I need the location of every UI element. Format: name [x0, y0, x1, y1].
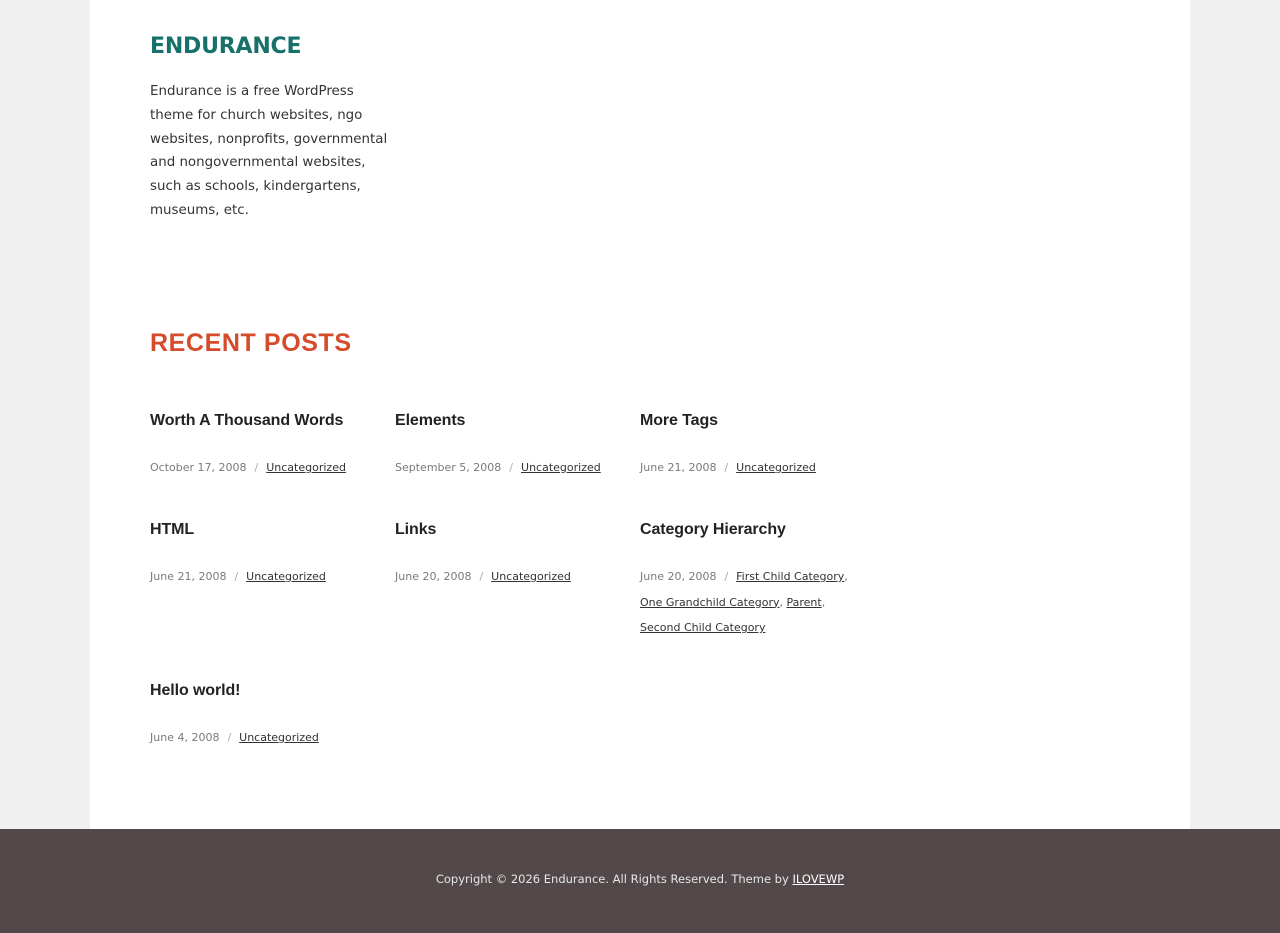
post-meta: [150, 564, 375, 590]
post-item: [395, 521, 620, 590]
category-comma: ,: [821, 595, 826, 609]
category-link[interactable]: Second Child Category: [640, 621, 766, 634]
post-title-link[interactable]: Category Hierarchy: [640, 521, 786, 538]
post-item: [640, 521, 865, 641]
meta-separator: /: [509, 461, 514, 474]
post-meta: [640, 564, 865, 641]
post-item: [395, 412, 620, 481]
category-link[interactable]: Uncategorized: [736, 461, 816, 474]
post-date: October 17, 2008: [150, 461, 247, 474]
category-link[interactable]: Uncategorized: [266, 461, 346, 474]
meta-separator: /: [724, 570, 729, 583]
category-comma: ,: [779, 595, 787, 609]
post-date: June 21, 2008: [640, 461, 717, 474]
site-footer: [0, 829, 1280, 933]
post-date: June 4, 2008: [150, 731, 220, 744]
theme-author-link[interactable]: ILOVEWP: [792, 872, 845, 886]
category-link[interactable]: Parent: [786, 595, 822, 609]
post-meta: [150, 725, 375, 751]
post-item: [150, 412, 375, 481]
post-title-link[interactable]: Links: [395, 521, 437, 538]
footer-copyright: [0, 872, 1280, 886]
post-title-link[interactable]: Hello world!: [150, 682, 241, 699]
page-container: [90, 0, 1190, 829]
post-item: [150, 682, 375, 751]
meta-separator: /: [227, 731, 232, 744]
post-meta: [395, 455, 620, 481]
post-title-link[interactable]: HTML: [150, 521, 195, 538]
site-title[interactable]: ENDURANCE: [150, 34, 302, 59]
post-item: [640, 412, 865, 481]
category-link[interactable]: Uncategorized: [521, 461, 601, 474]
site-description: Endurance is a free WordPress theme for church websites, ngo websites, nonprofits, governmental and nongovernmental websites, such as schools, kindergartens, museums, etc.: [150, 84, 388, 218]
post-title-link[interactable]: Elements: [395, 412, 466, 429]
post-date: September 5, 2008: [395, 461, 502, 474]
post-date: June 20, 2008: [640, 570, 717, 583]
category-link[interactable]: First Child Category: [736, 570, 845, 583]
meta-separator: /: [254, 461, 259, 474]
category-comma: ,: [844, 570, 848, 583]
category-link[interactable]: Uncategorized: [239, 731, 319, 744]
category-link[interactable]: Uncategorized: [246, 570, 326, 583]
meta-separator: /: [234, 570, 239, 583]
post-date: June 21, 2008: [150, 570, 227, 583]
post-title-link[interactable]: Worth A Thousand Words: [150, 412, 344, 429]
copyright-text: Copyright © 2026 Endurance. All Rights Reserved. Theme by: [435, 872, 789, 886]
meta-separator: /: [479, 570, 484, 583]
post-item: [150, 521, 375, 590]
post-title-link[interactable]: More Tags: [640, 412, 718, 429]
recent-posts-heading: RECENT POSTS: [150, 329, 352, 357]
meta-separator: /: [724, 461, 729, 474]
category-link[interactable]: Uncategorized: [491, 570, 571, 583]
post-date: June 20, 2008: [395, 570, 472, 583]
category-link[interactable]: One Grandchild Category: [640, 595, 780, 609]
post-meta: [640, 455, 865, 481]
post-meta: [150, 455, 375, 481]
post-meta: [395, 564, 620, 590]
